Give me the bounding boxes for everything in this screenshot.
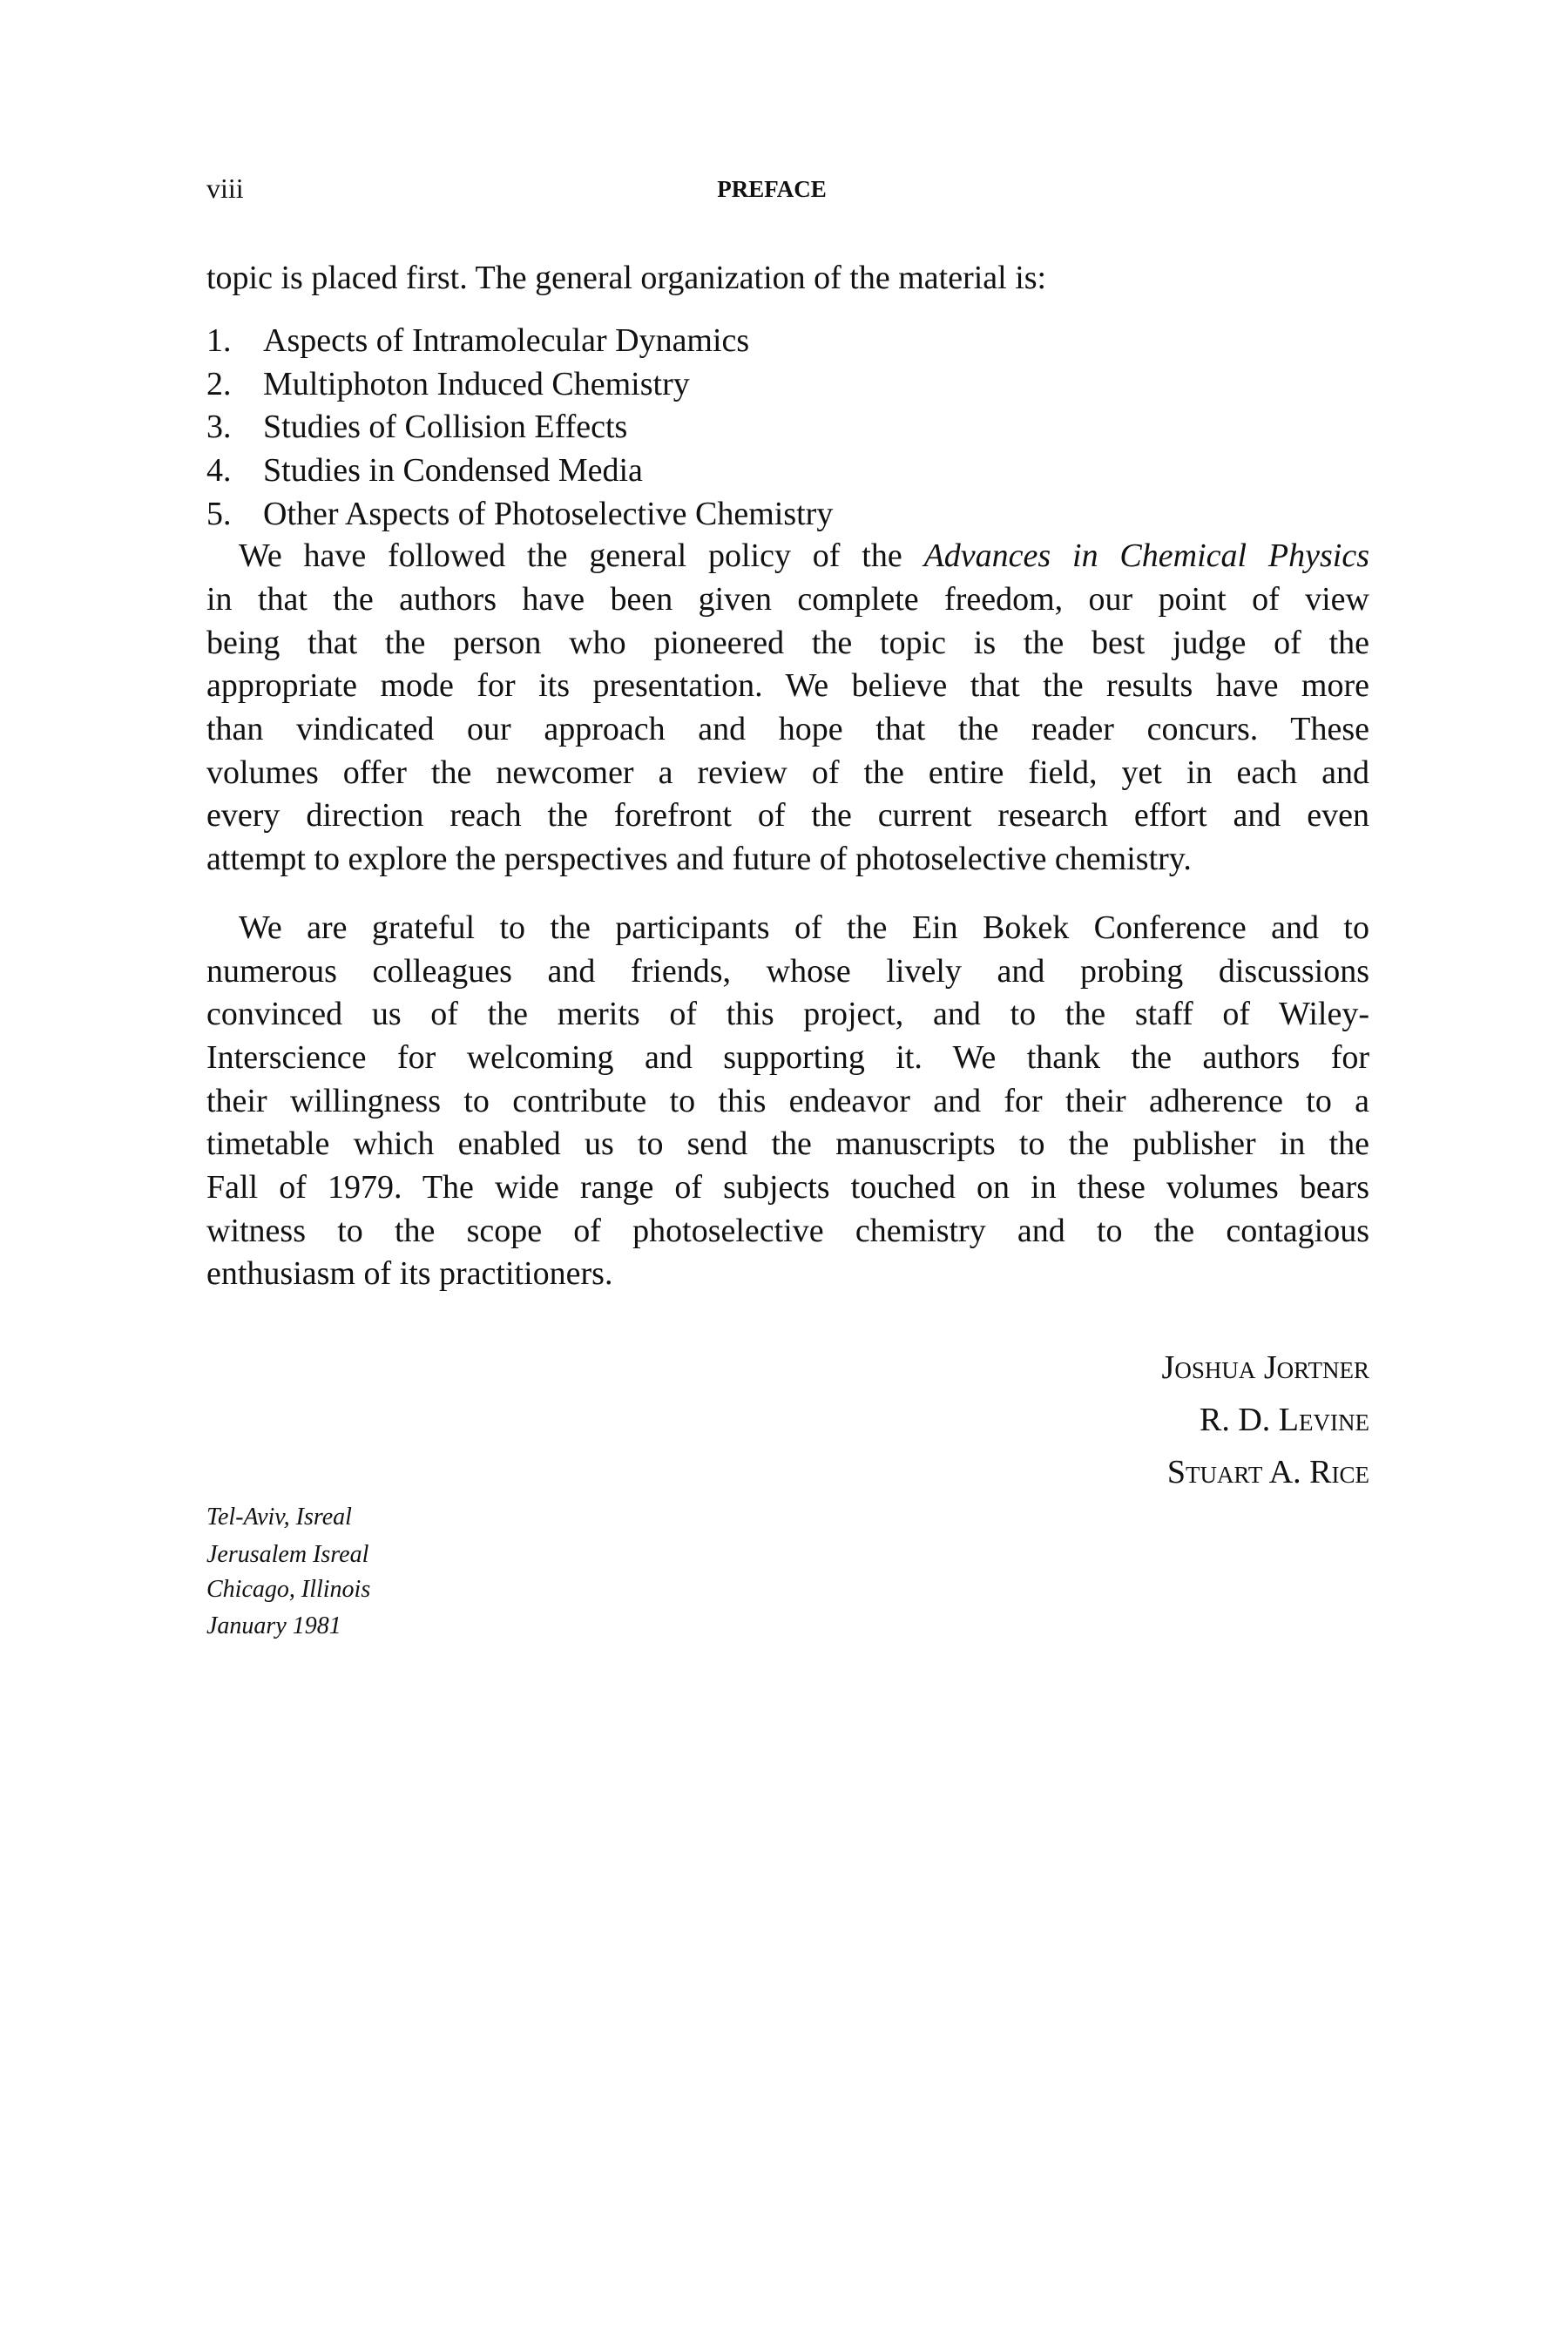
paragraph-line: enthusiasm of its practitioners. <box>206 1255 613 1292</box>
list-number: 3. <box>206 409 232 445</box>
paragraph-line: every direction reach the forefront of the current research effort and even <box>206 797 1369 834</box>
paragraph-line: Fall of 1979. The wide range of subjects touched on in these volumes bears <box>206 1169 1369 1206</box>
location: Chicago, Illinois <box>206 1576 371 1603</box>
location: Tel-Aviv, Isreal <box>206 1504 352 1531</box>
paragraph-line: volumes offer the newcomer a review of the entire field, yet in each and <box>206 754 1369 791</box>
paragraph-line: timetable which enabled us to send the manuscripts to the publisher in the <box>206 1125 1369 1162</box>
paragraph-line <box>239 534 1369 578</box>
list-label: Other Aspects of Photoselective Chemistry <box>263 496 834 532</box>
list-item <box>206 492 1369 536</box>
running-title: PREFACE <box>717 176 827 202</box>
list-number: 4. <box>206 452 232 489</box>
paragraph-line: in that the authors have been given complete freedom, our point of view <box>206 581 1369 618</box>
paragraph-line: Interscience for welcoming and supporting it. We thank the authors for <box>206 1039 1369 1076</box>
paragraph-line: numerous colleagues and friends, whose lively and probing discussions <box>206 953 1369 990</box>
list-label: Multiphoton Induced Chemistry <box>263 366 690 402</box>
signatory-name: R. D. Levine <box>1200 1402 1369 1438</box>
book-title: Advances in Chemical Physics <box>923 537 1369 574</box>
list-item <box>206 405 1369 449</box>
paragraph-line: being that the person who pioneered the topic is the best judge of the <box>206 625 1369 661</box>
paragraph-line: appropriate mode for its presentation. We believe that the results have more <box>206 667 1369 704</box>
list-label: Aspects of Intramolecular Dynamics <box>263 322 750 359</box>
paragraph-line: their willingness to contribute to this endeavor and for their adherence to a <box>206 1083 1369 1119</box>
list-label: Studies of Collision Effects <box>263 409 628 445</box>
page-number: viii <box>206 172 244 204</box>
paragraph-line: We are grateful to the participants of the Ein Bokek Conference and to <box>239 909 1369 946</box>
paragraph-line: attempt to explore the perspectives and future of photoselective chemistry. <box>206 841 1192 877</box>
intro-line: topic is placed first. The general organization of the material is: <box>206 260 1047 296</box>
paragraph-line: witness to the scope of photoselective chemistry and to the contagious <box>206 1213 1369 1249</box>
text-run: We have followed the general policy of the <box>239 537 924 574</box>
list-item <box>206 362 1369 406</box>
list-label: Studies in Condensed Media <box>263 452 643 489</box>
signatory-name: Stuart A. Rice <box>1166 1454 1369 1490</box>
signatory-name: Joshua Jortner <box>1161 1349 1369 1386</box>
list-number: 2. <box>206 366 232 402</box>
list-item <box>206 449 1369 492</box>
list-number: 5. <box>206 496 232 532</box>
list-item <box>206 319 1369 362</box>
paragraph-line: than vindicated our approach and hope that the reader concurs. These <box>206 711 1369 747</box>
date: January 1981 <box>206 1612 341 1639</box>
list-number: 1. <box>206 322 232 359</box>
paragraph-line: convinced us of the merits of this project, and to the staff of Wiley- <box>206 996 1369 1032</box>
location: Jerusalem Isreal <box>206 1541 369 1568</box>
